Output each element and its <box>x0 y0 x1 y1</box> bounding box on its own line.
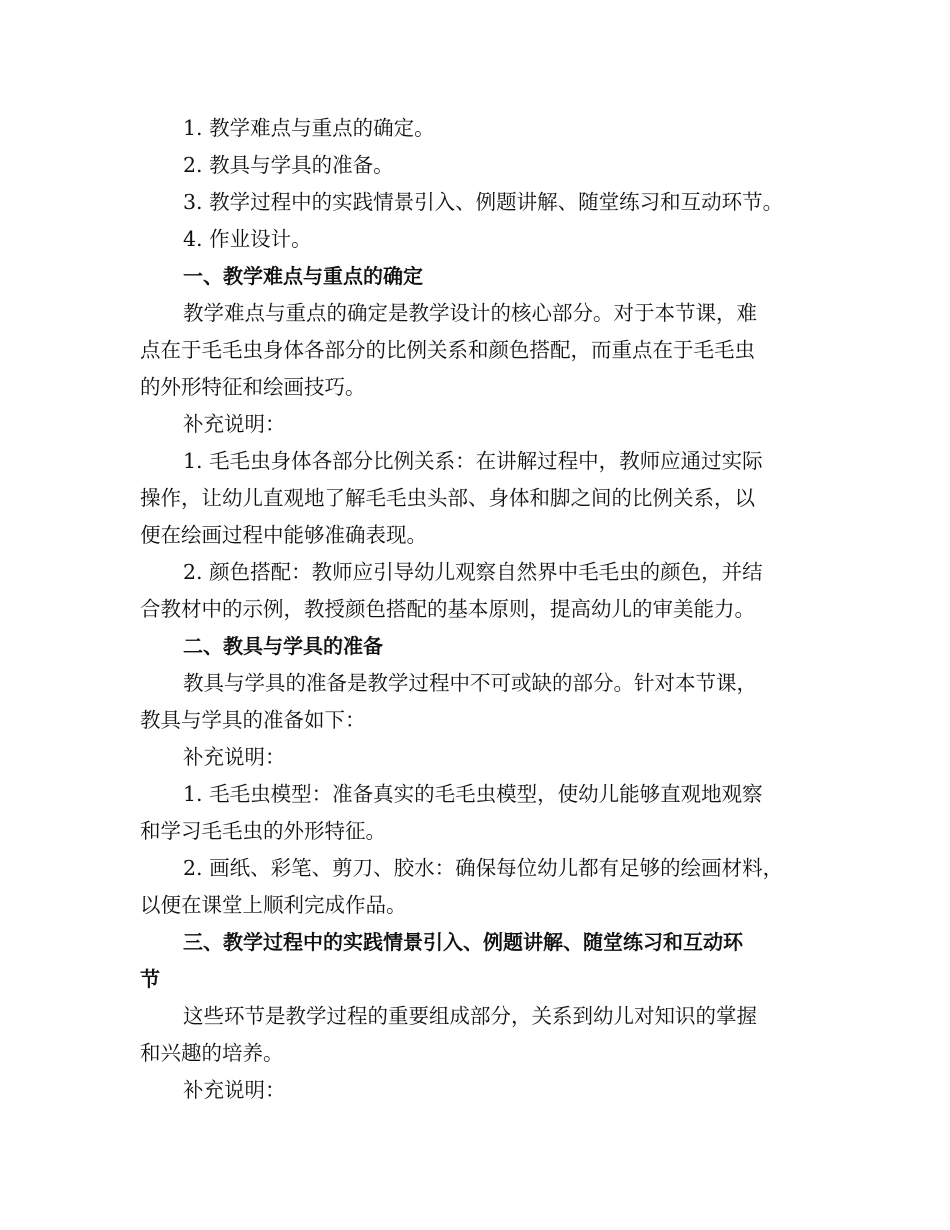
section1-item2-line: 2. 颜色搭配：教师应引导幼儿观察自然界中毛毛虫的颜色，并结 <box>183 560 763 584</box>
section1-item1-line: 便在绘画过程中能够准确表现。 <box>140 523 427 547</box>
document-page <box>140 110 820 1109</box>
section1-item2-line: 合教材中的示例，教授颜色搭配的基本原则，提高幼儿的审美能力。 <box>140 597 755 621</box>
toc-item-2: 2. 教具与学具的准备。 <box>183 153 394 177</box>
section3-para-line: 和兴趣的培养。 <box>140 1041 284 1065</box>
section3-heading: 三、教学过程中的实践情景引入、例题讲解、随堂练习和互动环 <box>183 930 743 954</box>
section2-note-label: 补充说明： <box>183 745 286 769</box>
toc-item-4: 4. 作业设计。 <box>183 227 312 251</box>
section3-para-line: 这些环节是教学过程的重要组成部分，关系到幼儿对知识的掌握 <box>183 1004 757 1028</box>
section3-heading-cont: 节 <box>140 967 160 991</box>
section1-para-line: 教学难点与重点的确定是教学设计的核心部分。对于本节课，难 <box>183 301 757 325</box>
section2-item1-line: 和学习毛毛虫的外形特征。 <box>140 819 386 843</box>
section1-item1-line: 1. 毛毛虫身体各部分比例关系：在讲解过程中，教师应通过实际 <box>183 449 763 473</box>
section1-para-line: 的外形特征和绘画技巧。 <box>140 375 366 399</box>
section1-item1-line: 操作，让幼儿直观地了解毛毛虫头部、身体和脚之间的比例关系，以 <box>140 486 755 510</box>
section2-item2-line: 以便在课堂上顺利完成作品。 <box>140 893 407 917</box>
toc-item-3: 3. 教学过程中的实践情景引入、例题讲解、随堂练习和互动环节。 <box>183 190 784 214</box>
toc-item-1: 1. 教学难点与重点的确定。 <box>183 116 435 140</box>
section1-para-line: 点在于毛毛虫身体各部分的比例关系和颜色搭配，而重点在于毛毛虫 <box>140 338 755 362</box>
section3-note-label: 补充说明： <box>183 1078 286 1102</box>
section2-para-line: 教具与学具的准备如下： <box>140 708 366 732</box>
section2-para-line: 教具与学具的准备是教学过程中不可或缺的部分。针对本节课， <box>183 671 757 695</box>
section1-note-label: 补充说明： <box>183 412 286 436</box>
section2-heading: 二、教具与学具的准备 <box>183 634 383 658</box>
section2-item2-line: 2. 画纸、彩笔、剪刀、胶水：确保每位幼儿都有足够的绘画材料， <box>183 856 784 880</box>
section2-item1-line: 1. 毛毛虫模型：准备真实的毛毛虫模型，使幼儿能够直观地观察 <box>183 782 763 806</box>
section1-heading: 一、教学难点与重点的确定 <box>183 264 423 288</box>
